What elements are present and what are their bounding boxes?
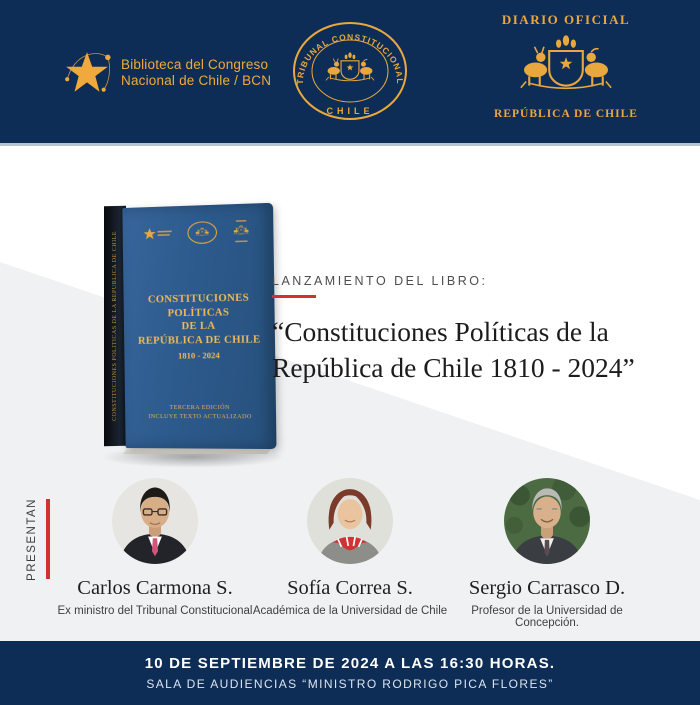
- presentan-vertical-label: [22, 499, 42, 579]
- book-cover-logos: [123, 219, 274, 246]
- bcn-logo: [62, 48, 271, 98]
- cover-title-line2: DE LA: [181, 320, 216, 333]
- header-band: [0, 0, 700, 146]
- presenter-photo-sergio: [504, 478, 590, 564]
- bcn-star-icon: [62, 48, 112, 98]
- cover-title-line1: CONSTITUCIONES POLÍTICAS: [147, 292, 250, 319]
- tribunal-arc-text: TRIBUNAL CONSTITUCIONAL: [294, 31, 406, 85]
- launch-block: [272, 274, 682, 386]
- cover-title-line3: REPÚBLICA DE CHILE: [137, 334, 261, 347]
- presenter-photo-sofia: [307, 478, 393, 564]
- svg-text:TRIBUNAL CONSTITUCIONAL: [295, 32, 405, 85]
- edition-line1: TERCERA EDICIÓN: [169, 404, 230, 412]
- book-cover-edition: [125, 404, 276, 422]
- footer-band: [0, 641, 700, 705]
- presenter-sofia-correa: [243, 478, 457, 617]
- diario-coat-of-arms-icon: [487, 30, 645, 108]
- red-underline: [272, 295, 316, 298]
- book-cover-years: 1810 - 2024: [177, 349, 220, 361]
- bcn-logo-text: [121, 57, 271, 89]
- presenter-role: Académica de la Universidad de Chile: [252, 605, 448, 617]
- presenter-sergio-carrasco: [440, 478, 654, 629]
- book-spine-text: CONSTITUCIONES POLÍTICAS DE LA REPÚBLICA DE CHILE: [112, 230, 118, 422]
- book-title-line2: República de Chile 1810 - 2024”: [272, 351, 635, 383]
- book-title-line1: “Constituciones Políticas de la: [272, 316, 609, 347]
- book-cover-title: [124, 291, 276, 349]
- presenter-carlos-carmona: [48, 478, 262, 617]
- cover-bcn-star-icon: [144, 226, 174, 241]
- book-front-cover: [122, 203, 276, 449]
- tribunal-constitucional-seal: [291, 20, 409, 124]
- presenter-name: Sofía Correa S.: [287, 577, 413, 599]
- event-datetime: 10 DE SEPTIEMBRE DE 2024 A LAS 16:30 HORAS.: [144, 655, 556, 672]
- presenter-role: Ex ministro del Tribunal Constitucional: [57, 605, 253, 617]
- edition-line2: INCLUYE TEXTO ACTUALIZADO: [148, 414, 252, 421]
- launch-kicker: LANZAMIENTO DEL LIBRO:: [272, 274, 488, 288]
- bcn-text-line1: Biblioteca del Congreso: [121, 56, 269, 72]
- presenter-role: Profesor de la Universidad de Concepción.: [471, 605, 623, 629]
- event-location: SALA DE AUDIENCIAS “MINISTRO RODRIGO PICA FLORES”: [146, 677, 554, 691]
- diario-oficial-logo: [487, 12, 645, 120]
- book-title: [272, 314, 682, 386]
- diario-republica-text: REPÚBLICA DE CHILE: [494, 108, 638, 120]
- tribunal-chile-text: CHILE: [326, 106, 374, 116]
- book-cover-3d: [96, 202, 272, 458]
- presenter-name: Sergio Carrasco D.: [468, 577, 626, 599]
- cover-diario-coat-icon: [231, 220, 252, 243]
- presenter-photo-carlos: [112, 478, 198, 564]
- presenter-name: Carlos Carmona S.: [77, 577, 233, 599]
- cover-tribunal-seal-icon: [187, 221, 218, 244]
- diario-oficial-title: DIARIO OFICIAL: [501, 12, 631, 27]
- presentan-text: PRESENTAN: [26, 497, 38, 581]
- bcn-text-line2: Nacional de Chile / BCN: [121, 73, 272, 88]
